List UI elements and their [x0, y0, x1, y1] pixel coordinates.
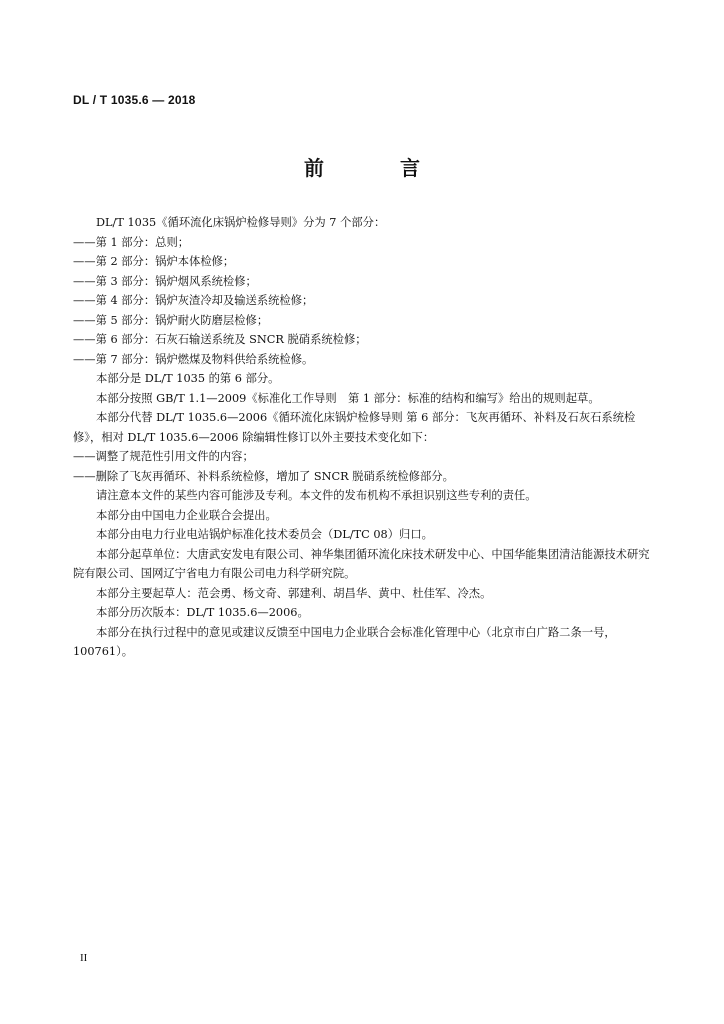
part-list-item: ——第 3 部分：锅炉烟风系统检修；: [73, 274, 257, 288]
part-list-item: ——第 4 部分：锅炉灰渣冷却及输送系统检修；: [73, 294, 314, 307]
page-title: 前 言: [304, 156, 448, 180]
paragraph: 本部分代替 DL/T 1035.6—2006《循环流化床锅炉检修导则 第 6 部分：飞灰再循环、补料及石灰石系统检修》，相对 DL/T 1035.6—2006 除编辑性修订以外主要技术变化如下：: [73, 411, 636, 444]
paragraph: 本部分在执行过程中的意见或建议反馈至中国电力企业联合会标准化管理中心（北京市白广路二条一号，100761）。: [73, 625, 616, 658]
paragraph: 本部分由中国电力企业联合会提出。: [96, 508, 277, 522]
part-list-item: ——第 6 部分：石灰石输送系统及 SNCR 脱硝系统检修；: [73, 333, 367, 346]
standard-code: DL / T 1035.6 — 2018: [73, 93, 196, 107]
change-list-item: ——调整了规范性引用文件的内容；: [73, 450, 254, 463]
foreword-body: [73, 213, 651, 662]
paragraph: 本部分是 DL/T 1035 的第 6 部分。: [96, 372, 280, 385]
paragraph: 本部分起草单位：大唐武安发电有限公司、神华集团循环流化床技术研发中心、中国华能集团清洁能源技术研究院有限公司、国网辽宁省电力有限公司电力科学研究院。: [73, 547, 650, 580]
page-number: II: [80, 952, 88, 964]
part-list-item: ——第 5 部分：锅炉耐火防磨层检修；: [73, 313, 269, 327]
part-list-item: ——第 7 部分：锅炉燃煤及物料供给系统检修。: [73, 352, 314, 366]
paragraph: 本部分主要起草人：范会勇、杨文奇、郭建利、胡昌华、黄中、杜佳军、冷杰。: [96, 586, 492, 600]
part-list-item: ——第 2 部分：锅炉本体检修；: [73, 255, 235, 268]
paragraph: 本部分按照 GB/T 1.1—2009《标准化工作导则 第 1 部分：标准的结构和编写》给出的规则起草。: [96, 391, 600, 405]
paragraph: 本部分由电力行业电站锅炉标准化技术委员会（DL/TC 08）归口。: [96, 528, 433, 541]
part-list-item: ——第 1 部分：总则；: [73, 235, 190, 249]
paragraph: 请注意本文件的某些内容可能涉及专利。本文件的发布机构不承担识别这些专利的责任。: [96, 489, 537, 502]
change-list-item: ——删除了飞灰再循环、补料系统检修，增加了 SNCR 脱硝系统检修部分。: [73, 469, 454, 483]
paragraph: DL/T 1035《循环流化床锅炉检修导则》分为 7 个部分：: [96, 216, 386, 229]
paragraph: 本部分历次版本：DL/T 1035.6—2006。: [96, 606, 309, 619]
